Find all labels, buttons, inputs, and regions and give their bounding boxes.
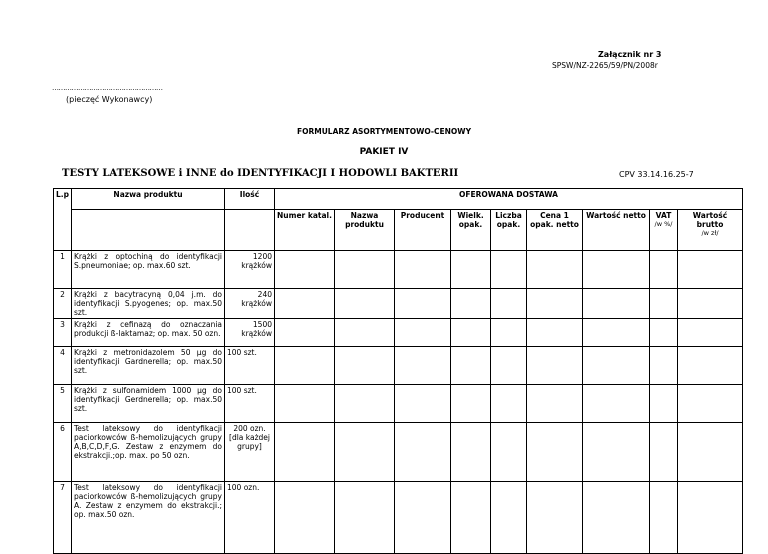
table-row: [54, 385, 743, 423]
header-unit-price: Cena 1 opak. netto: [527, 210, 583, 251]
cell-pack-count[interactable]: [491, 347, 527, 385]
header-quantity-blank: [225, 210, 275, 251]
row-lp: 2: [54, 289, 72, 319]
cell-gross-value[interactable]: [678, 347, 743, 385]
cell-producer[interactable]: [395, 289, 451, 319]
row-quantity: 100 ozn.: [225, 482, 275, 554]
row-product: Krążki z optochiną do identyfikacji S.pneumoniae; op. max.60 szt.: [72, 251, 225, 289]
table-row: [54, 319, 743, 347]
stamp-signature-line: ……………………………………………: [52, 84, 163, 92]
cell-producer[interactable]: [395, 347, 451, 385]
cell-offer-name[interactable]: [335, 319, 395, 347]
cell-producer[interactable]: [395, 319, 451, 347]
cell-net-value[interactable]: [583, 423, 650, 482]
stamp-label: (pieczęć Wykonawcy): [66, 95, 153, 104]
cell-gross-value[interactable]: [678, 319, 743, 347]
header-product-name: Nazwa produktu: [72, 189, 225, 210]
row-lp: 7: [54, 482, 72, 554]
header-gross-label: Wartość brutto: [692, 211, 728, 229]
header-quantity: Ilość: [225, 189, 275, 210]
row-quantity: 240 krążków: [225, 289, 275, 319]
main-title: TESTY LATEKSOWE i INNE do IDENTYFIKACJI I HODOWLI BAKTERII: [62, 168, 459, 179]
cell-producer[interactable]: [395, 385, 451, 423]
cell-net-value[interactable]: [583, 385, 650, 423]
cell-offer-name[interactable]: [335, 385, 395, 423]
cell-gross-value[interactable]: [678, 289, 743, 319]
cell-pack-count[interactable]: [491, 423, 527, 482]
cell-pack-size[interactable]: [451, 423, 491, 482]
cell-pack-size[interactable]: [451, 385, 491, 423]
header-vat: [650, 210, 678, 251]
row-product: Krążki z bacytracyną 0,04 j.m. do identyfikacji S.pyogenes; op. max.50 szt.: [72, 289, 225, 319]
row-product: Test lateksowy do identyfikacji paciorkowców ß-hemolizujących grupy A,B,C,D,F,G. Zestaw z enzymem do ekstrakcji.;op. max. po 50 ozn.: [72, 423, 225, 482]
row-quantity: 200 ozn. [dla każdej grupy]: [225, 423, 275, 482]
cell-offer-name[interactable]: [335, 251, 395, 289]
cell-net-value[interactable]: [583, 289, 650, 319]
cell-vat[interactable]: [650, 423, 678, 482]
cell-unit-price[interactable]: [527, 423, 583, 482]
row-quantity: 1200 krążków: [225, 251, 275, 289]
row-quantity: 100 szt.: [225, 347, 275, 385]
row-lp: 1: [54, 251, 72, 289]
row-lp: 6: [54, 423, 72, 482]
cell-gross-value[interactable]: [678, 423, 743, 482]
cell-catalog-number[interactable]: [275, 289, 335, 319]
row-product: Krążki z sulfonamidem 1000 µg do identyfikacji Gerdnerella; op. max.50 szt.: [72, 385, 225, 423]
cell-offer-name[interactable]: [335, 289, 395, 319]
cell-pack-count[interactable]: [491, 385, 527, 423]
header-catalog-number: Numer katal.: [275, 210, 335, 251]
cell-gross-value[interactable]: [678, 251, 743, 289]
cell-pack-size[interactable]: [451, 319, 491, 347]
cell-unit-price[interactable]: [527, 251, 583, 289]
package-title: PAKIET IV: [359, 147, 409, 157]
cell-net-value[interactable]: [583, 347, 650, 385]
header-gross-value: [678, 210, 743, 251]
header-net-value: Wartość netto: [583, 210, 650, 251]
cell-producer[interactable]: [395, 251, 451, 289]
table-subheader-row: [54, 210, 743, 251]
header-pack-size: Wielk. opak.: [451, 210, 491, 251]
row-product: Test lateksowy do identyfikacji paciorkowców ß-hemolizujących grupy A. Zestaw z enzymem do ekstrakcji.; op. max.50 ozn.: [72, 482, 225, 554]
cell-unit-price[interactable]: [527, 385, 583, 423]
table-row: [54, 251, 743, 289]
cpv-code: CPV 33.14.16.25-7: [619, 170, 694, 179]
cell-net-value[interactable]: [583, 251, 650, 289]
row-lp: 3: [54, 319, 72, 347]
row-quantity: 1500 krążków: [225, 319, 275, 347]
cell-pack-size[interactable]: [451, 251, 491, 289]
annex-title: Załącznik nr 3: [598, 50, 662, 59]
cell-catalog-number[interactable]: [275, 319, 335, 347]
cell-pack-count[interactable]: [491, 319, 527, 347]
header-gross-unit: /w zł/: [701, 229, 719, 237]
cell-vat[interactable]: [650, 347, 678, 385]
form-title: FORMULARZ ASORTYMENTOWO-CENOWY: [296, 127, 472, 136]
header-vat-label: VAT: [655, 211, 672, 220]
header-vat-unit: /w %/: [654, 220, 673, 228]
cell-catalog-number[interactable]: [275, 251, 335, 289]
table-row: [54, 347, 743, 385]
header-pack-count: Liczba opak.: [491, 210, 527, 251]
row-quantity: 100 szt.: [225, 385, 275, 423]
cell-offer-name[interactable]: [335, 423, 395, 482]
header-offer-name: Nazwa produktu: [335, 210, 395, 251]
cell-unit-price[interactable]: [527, 289, 583, 319]
header-lp: L.p: [54, 189, 72, 251]
cell-pack-count[interactable]: [491, 289, 527, 319]
row-product: Krążki z metronidazolem 50 µg do identyfikacji Gardnerella; op. max.50 szt.: [72, 347, 225, 385]
price-table: [53, 188, 743, 554]
cell-vat[interactable]: [650, 319, 678, 347]
table-row: [54, 423, 743, 482]
cell-vat[interactable]: [650, 251, 678, 289]
row-lp: 5: [54, 385, 72, 423]
row-product: Krążki z cefinazą do oznaczania produkcji ß-laktamaz; op. max. 50 ozn.: [72, 319, 225, 347]
header-offered-delivery: OFEROWANA DOSTAWA: [275, 189, 743, 210]
table-header-row: [54, 189, 743, 210]
annex-reference: SPSW/NZ-2265/59/PN/2008r: [552, 61, 658, 70]
table-row: [54, 289, 743, 319]
cell-offer-name[interactable]: [335, 347, 395, 385]
header-producer: Producent: [395, 210, 451, 251]
cell-gross-value[interactable]: [678, 385, 743, 423]
cell-catalog-number[interactable]: [275, 347, 335, 385]
cell-net-value[interactable]: [583, 319, 650, 347]
cell-unit-price[interactable]: [527, 319, 583, 347]
cell-vat[interactable]: [650, 289, 678, 319]
cell-catalog-number[interactable]: [275, 423, 335, 482]
row-lp: 4: [54, 347, 72, 385]
cell-pack-size[interactable]: [451, 347, 491, 385]
cell-producer[interactable]: [395, 423, 451, 482]
cell-catalog-number[interactable]: [275, 385, 335, 423]
header-product-name-blank: [72, 210, 225, 251]
cell-pack-size[interactable]: [451, 289, 491, 319]
cell-vat[interactable]: [650, 385, 678, 423]
cell-unit-price[interactable]: [527, 347, 583, 385]
cell-pack-count[interactable]: [491, 251, 527, 289]
